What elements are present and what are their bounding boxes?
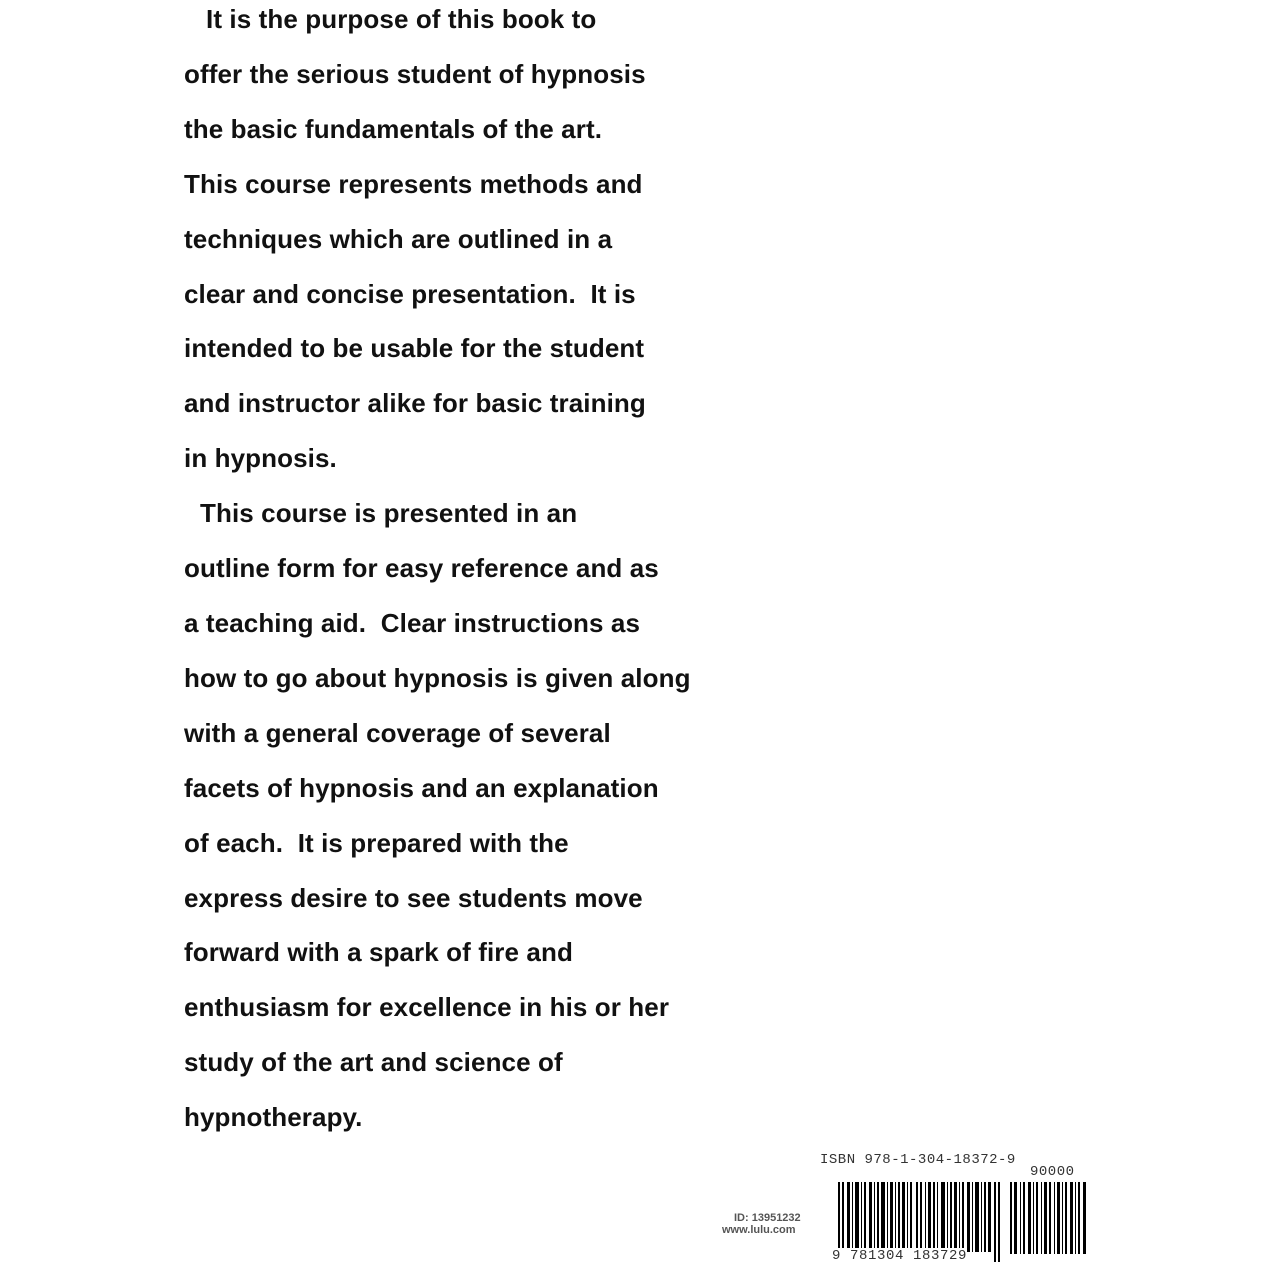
blurb-line: enthusiasm for excellence in his or her [184,992,670,1022]
blurb-line: outline form for easy reference and as [184,553,659,583]
blurb-line: and instructor alike for basic training [184,388,646,418]
blurb-line: clear and concise presentation. It is [184,279,636,309]
blurb-line: in hypnosis. [184,443,337,473]
blurb-line: hypnotherapy. [184,1102,363,1132]
blurb-line: express desire to see students move [184,883,643,913]
lulu-url: www.lulu.com [722,1224,796,1236]
lulu-id: ID: 13951232 [734,1212,801,1224]
price-addon-barcode [1010,1182,1090,1254]
blurb-line: offer the serious student of hypnosis [184,59,646,89]
blurb-line: how to go about hypnosis is given along [184,663,691,693]
isbn-barcode-block [720,1150,1100,1269]
blurb-line: It is the purpose of this book to [206,4,597,34]
blurb-line: techniques which are outlined in a [184,224,613,254]
blurb-line: forward with a spark of fire and [184,937,573,967]
blurb-line: This course represents methods and [184,169,643,199]
blurb-line: a teaching aid. Clear instructions as [184,608,641,638]
isbn-digits: 9 781304 183729 [832,1248,968,1264]
isbn-label: ISBN 978-1-304-18372-9 [820,1152,1016,1168]
blurb-line: intended to be usable for the student [184,333,645,363]
blurb-line: the basic fundamentals of the art. [184,114,603,144]
blurb-line: This course is presented in an [200,498,578,528]
blurb-line: facets of hypnosis and an explanation [184,773,659,803]
blurb-line: of each. It is prepared with the [184,828,569,858]
price-code: 90000 [1030,1164,1075,1180]
blurb-line: study of the art and science of [184,1047,563,1077]
blurb-line: with a general coverage of several [184,718,611,748]
